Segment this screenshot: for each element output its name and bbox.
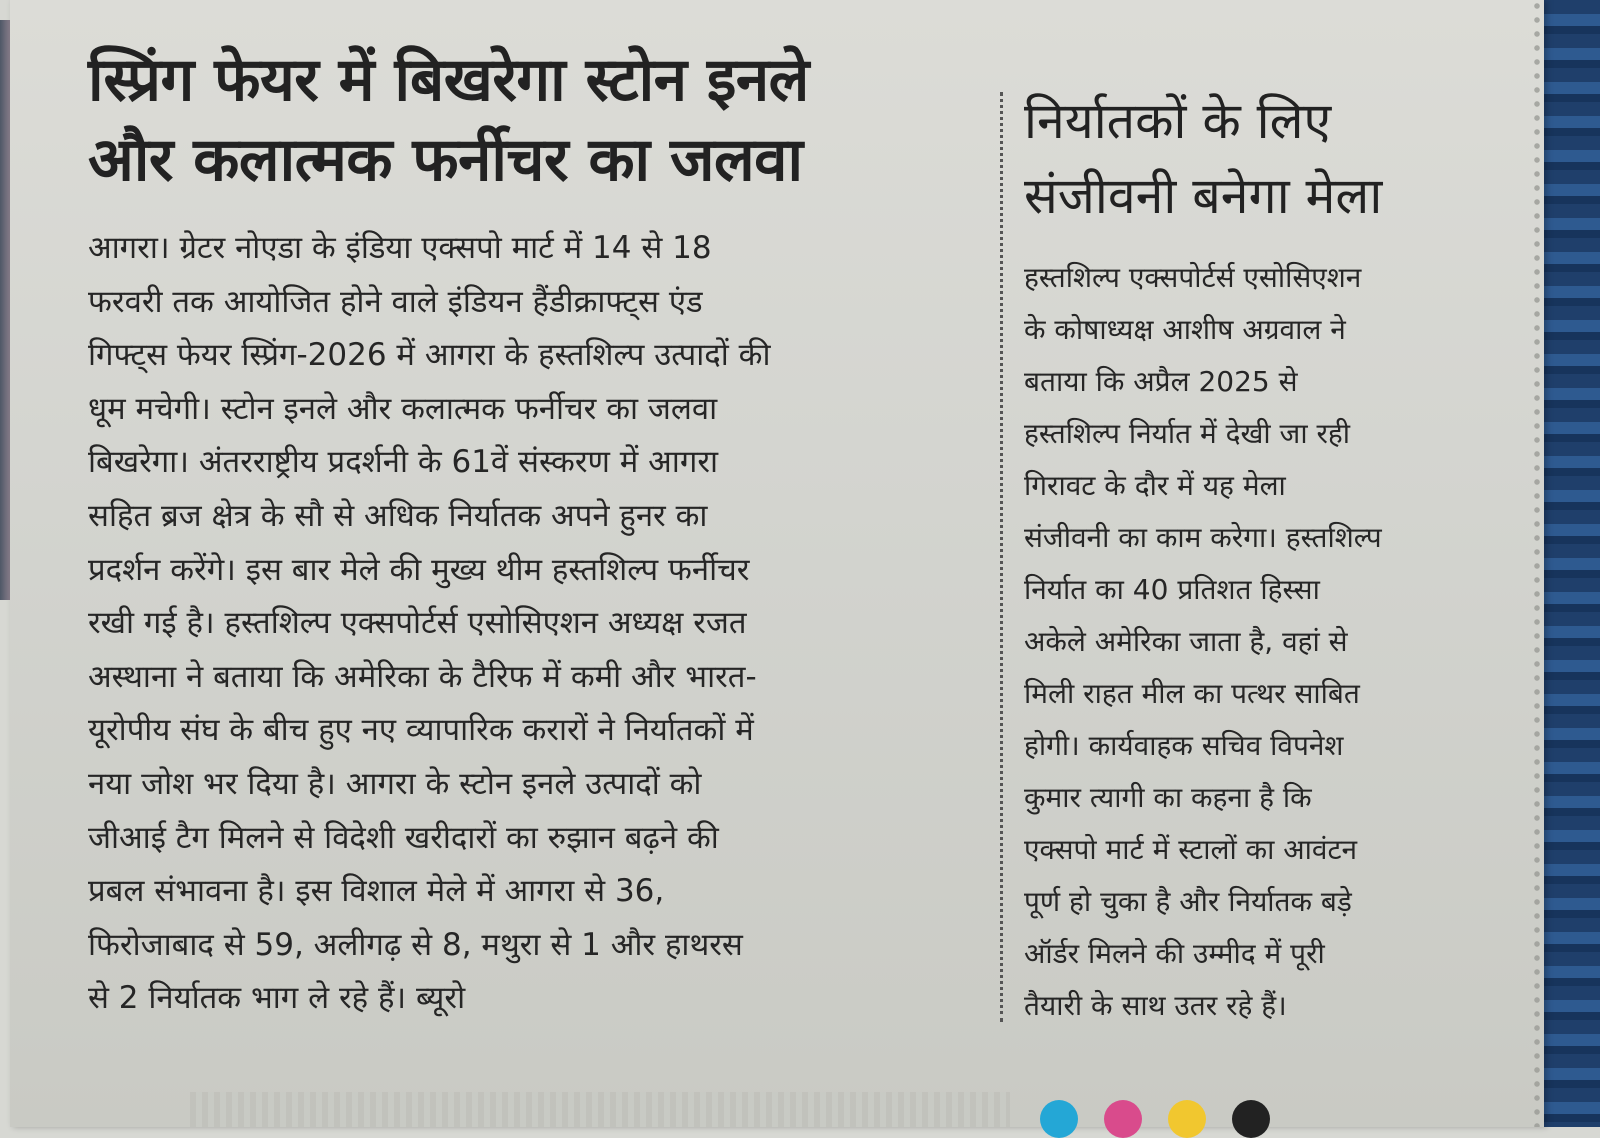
sidebar-line: एक्सपो मार्ट में स्टालों का आवंटन — [1024, 833, 1358, 866]
sidebar-headline — [1024, 84, 1494, 234]
sidebar-article — [1024, 84, 1494, 1032]
background-fabric-right — [1544, 0, 1600, 1127]
sidebar-headline-line: निर्यातकों के लिए — [1024, 92, 1332, 150]
body-line: बिखरेगा। अंतरराष्ट्रीय प्रदर्शनी के 61वें संस्करण में आगरा — [88, 444, 719, 481]
sidebar-headline-line: संजीवनी बनेगा मेला — [1024, 167, 1383, 225]
body-line: फरवरी तक आयोजित होने वाले इंडियन हैंडीक्राफ्ट्स एंड — [88, 283, 703, 320]
sidebar-line: ऑर्डर मिलने की उम्मीद में पूरी — [1024, 937, 1325, 970]
body-line: फिरोजाबाद से 59, अलीगढ़ से 8, मथुरा से 1 और हाथरस — [88, 926, 743, 963]
sidebar-body — [1024, 252, 1494, 1032]
body-line: प्रबल संभावना है। इस विशाल मेले में आगरा से 36, — [88, 873, 665, 910]
body-line: से 2 निर्यातक भाग ले रहे हैं। ब्यूरो — [88, 980, 466, 1017]
body-line: धूम मचेगी। स्टोन इनले और कलात्मक फर्नीचर का जलवा — [88, 390, 718, 427]
headline-line: स्प्रिंग फेयर में बिखरेगा स्टोन इनले — [88, 45, 809, 115]
registration-mark-yellow — [1168, 1100, 1206, 1138]
main-article — [88, 40, 988, 1026]
body-line: सहित ब्रज क्षेत्र के सौ से अधिक निर्यातक अपने हुनर का — [88, 497, 708, 534]
bottom-print-strip — [190, 1092, 1010, 1127]
sidebar-line: संजीवनी का काम करेगा। हस्तशिल्प — [1024, 521, 1382, 554]
body-line: रखी गई है। हस्तशिल्प एक्सपोर्टर्स एसोसिएशन अध्यक्ष रजत — [88, 605, 747, 642]
registration-mark-black — [1232, 1100, 1270, 1138]
sidebar-line: गिरावट के दौर में यह मेला — [1024, 469, 1286, 502]
body-line: यूरोपीय संघ के बीच हुए नए व्यापारिक करारों ने निर्यातकों में — [88, 712, 754, 749]
sidebar-line: निर्यात का 40 प्रतिशत हिस्सा — [1024, 573, 1320, 606]
sidebar-line: होगी। कार्यवाहक सचिव विपनेश — [1024, 729, 1344, 762]
sidebar-line: के कोषाध्यक्ष आशीष अग्रवाल ने — [1024, 313, 1346, 346]
body-line: जीआई टैग मिलने से विदेशी खरीदारों का रुझान बढ़ने की — [88, 819, 719, 856]
sidebar-line: मिली राहत मील का पत्थर साबित — [1024, 677, 1360, 710]
registration-marks — [1040, 1092, 1340, 1127]
newspaper-clipping — [10, 0, 1544, 1127]
sidebar-line: कुमार त्यागी का कहना है कि — [1024, 781, 1312, 814]
headline-line: और कलात्मक फर्नीचर का जलवा — [88, 125, 803, 195]
registration-mark-magenta — [1104, 1100, 1142, 1138]
sidebar-line: तैयारी के साथ उतर रहे हैं। — [1024, 989, 1287, 1022]
sidebar-line: हस्तशिल्प एक्सपोर्टर्स एसोसिएशन — [1024, 261, 1362, 294]
sidebar-line: बताया कि अप्रैल 2025 से — [1024, 365, 1298, 398]
body-line: गिफ्ट्स फेयर स्प्रिंग-2026 में आगरा के हस्तशिल्प उत्पादों की — [88, 337, 771, 374]
body-line: नया जोश भर दिया है। आगरा के स्टोन इनले उत्पादों को — [88, 765, 702, 802]
sidebar-line: अकेले अमेरिका जाता है, वहां से — [1024, 625, 1348, 658]
article-headline — [88, 40, 988, 200]
body-line: अस्थाना ने बताया कि अमेरिका के टैरिफ में कमी और भारत- — [88, 658, 757, 695]
registration-mark-cyan — [1040, 1100, 1078, 1138]
perforated-edge — [1530, 0, 1544, 1127]
article-body — [88, 222, 988, 1026]
sidebar-line: पूर्ण हो चुका है और निर्यातक बड़े — [1024, 885, 1352, 918]
column-divider — [1000, 92, 1003, 1022]
body-line: प्रदर्शन करेंगे। इस बार मेले की मुख्य थीम हस्तशिल्प फर्नीचर — [88, 551, 750, 588]
body-line: आगरा। ग्रेटर नोएडा के इंडिया एक्सपो मार्ट में 14 से 18 — [88, 230, 712, 266]
sidebar-line: हस्तशिल्प निर्यात में देखी जा रही — [1024, 417, 1351, 450]
